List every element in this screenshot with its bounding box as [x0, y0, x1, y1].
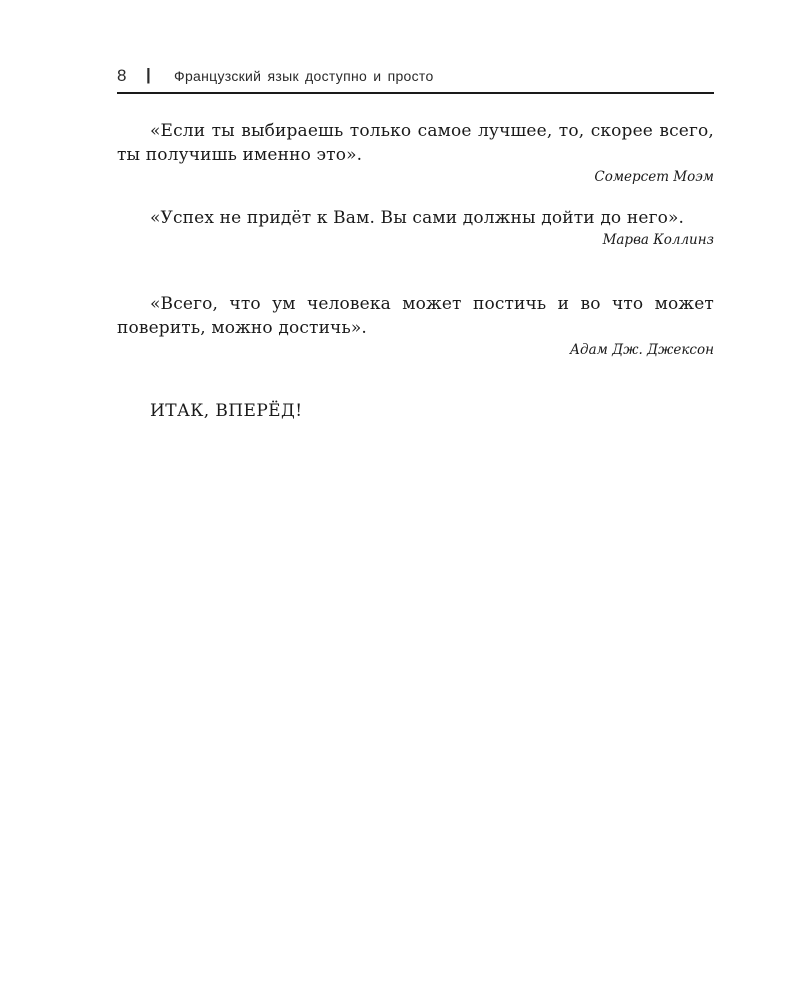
- page-number: 8: [117, 66, 127, 85]
- closing-heading: ИТАК, ВПЕРЁД!: [150, 401, 303, 421]
- quote-author: Марва Коллинз: [602, 232, 714, 248]
- quote-text: «Успех не придёт к Вам. Вы сами должны дойти до него».: [150, 208, 685, 228]
- running-header: [117, 64, 714, 94]
- quote-author: Сомерсет Моэм: [594, 169, 714, 185]
- header-separator: |: [146, 65, 151, 84]
- quote-text: «Если ты выбираешь только самое лучшее, то, скорее всего, ты получишь именно это».: [117, 121, 714, 165]
- quote-block: [117, 292, 714, 360]
- quote-block: [117, 119, 714, 187]
- quote-author: Адам Дж. Джексон: [569, 342, 714, 358]
- book-title: Французский язык доступно и просто: [174, 68, 434, 84]
- quote-block: [117, 206, 714, 250]
- quote-text: «Всего, что ум человека может постичь и во что может поверить, можно достичь».: [117, 294, 714, 338]
